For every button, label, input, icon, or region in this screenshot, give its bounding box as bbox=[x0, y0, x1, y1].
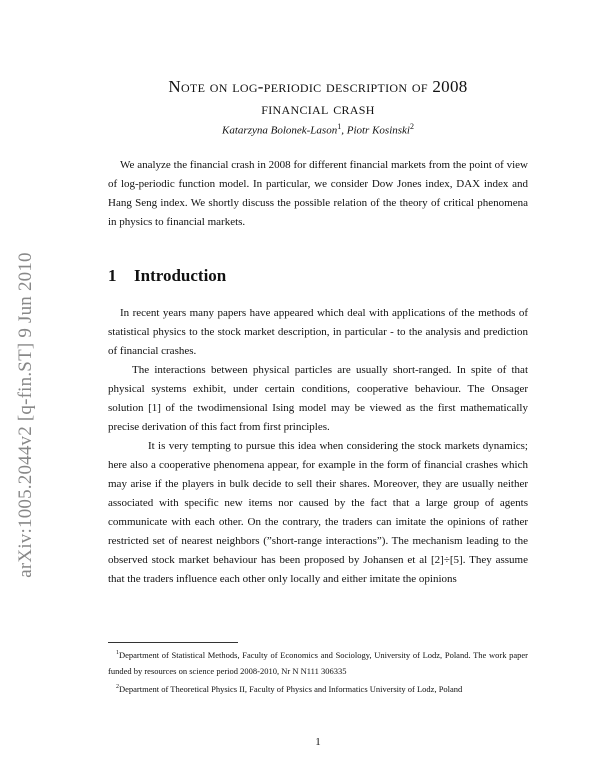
section-number: 1 bbox=[108, 266, 117, 285]
paper-title bbox=[108, 76, 528, 120]
author-2: Piotr Kosinski bbox=[346, 124, 410, 137]
footnote-divider bbox=[108, 642, 238, 643]
paragraph-2: The interactions between physical particles are usually short-ranged. In spite of that physical systems exhibit, under certain conditions, cooperative behaviour. The Onsager solution [1] of the twodimensional Ising model may be viewed as the first mathematically precise derivation of this fact from first principles. bbox=[108, 364, 528, 433]
paragraph-3: It is very tempting to pursue this idea when considering the stock markets dynamics; here also a cooperative phenomena appear, for example in the form of financial crashes which may arise if the players in bulk decide to sell their shares. Moreover, they are usually neither associated with specific new items nor caused by the fact that a large group of agents communicate with each other. On the contrary, the traders can imitate the opinions of rather restricted set of nearest neighbors (”short-range interactions”). The mechanism leading to the observed stock market behaviour has been proposed by Johansen et al [2]÷[5]. They assume that the traders influence each other only locally and either imitate the opinions bbox=[108, 440, 528, 585]
footnote-2-mark: 2 bbox=[116, 683, 119, 690]
footnote-2-text: Department of Theoretical Physics II, Faculty of Physics and Informatics University of Lodz, Poland bbox=[119, 683, 463, 694]
author-1-footnote-mark: 1 bbox=[337, 122, 342, 131]
section-heading bbox=[108, 266, 528, 286]
section-title: Introduction bbox=[134, 266, 227, 285]
title-line-1: Note on log-periodic description of 2008 bbox=[168, 77, 468, 96]
body-text bbox=[108, 304, 528, 589]
abstract: We analyze the financial crash in 2008 for different financial markets from the point of view of log-periodic function model. In particular, we consider Dow Jones index, DAX index and Hang Seng index. We shortly discuss the possible relation of the theory of critical phenomena in physics to financial markets. bbox=[108, 159, 528, 228]
footnote-1 bbox=[108, 645, 528, 679]
paragraph-1: In recent years many papers have appeared which deal with applications of the methods of statistical physics to the stock market description, in particular - to the analysis and prediction of financial crashes. bbox=[108, 307, 528, 357]
footnote-1-mark: 1 bbox=[116, 650, 119, 656]
footnote-1-text: Department of Statistical Methods, Faculty of Economics and Sociology, University of Lodz, Poland. The work paper funded by resources on science period 2008-2010, Nr N N111 306335 bbox=[108, 649, 528, 676]
author-separator: , bbox=[341, 124, 347, 137]
footnotes bbox=[108, 645, 528, 697]
author-2-footnote-mark: 2 bbox=[409, 122, 414, 131]
arxiv-identifier: arXiv:1005.2044v2 [q-fin.ST] 9 Jun 2010 bbox=[15, 252, 36, 578]
author-list bbox=[108, 122, 528, 137]
title-line-2: financial crash bbox=[261, 99, 375, 118]
arxiv-stamp bbox=[4, 0, 48, 776]
footnote-2 bbox=[108, 679, 528, 697]
page-number: 1 bbox=[315, 736, 321, 748]
author-1: Katarzyna Bolonek-Lason bbox=[222, 124, 338, 137]
